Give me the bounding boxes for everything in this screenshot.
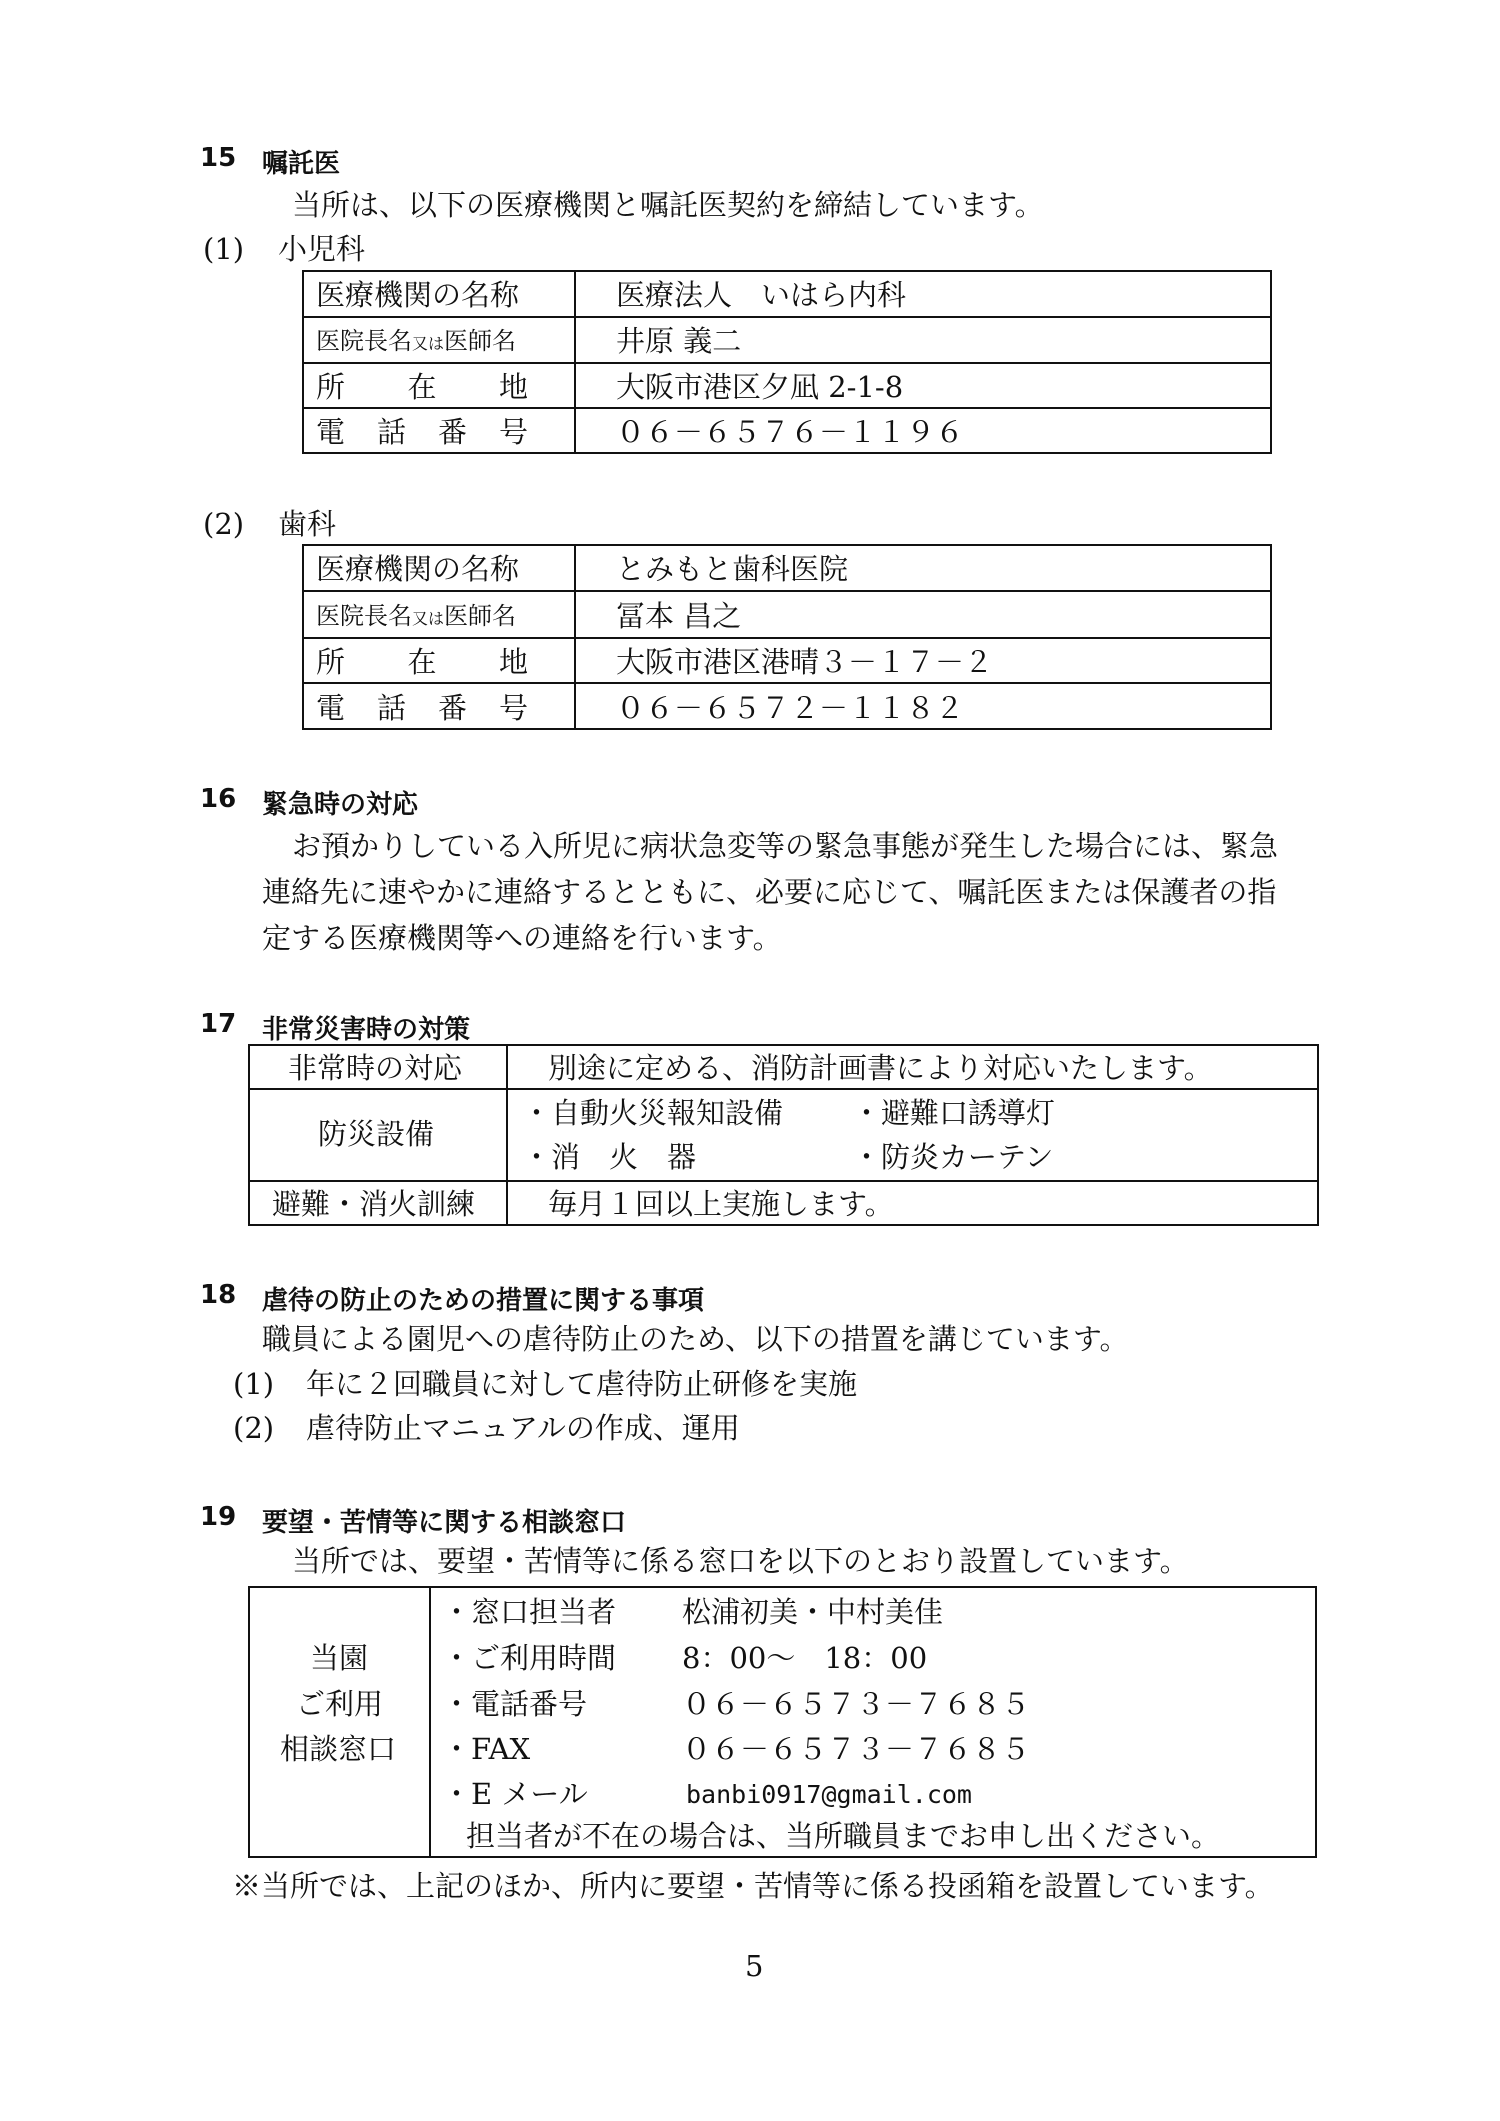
emergency-response-value: 別途に定める、消防計画書により対応いたします。 [548, 1051, 1213, 1085]
drill-value: 毎月１回以上実施します。 [548, 1187, 894, 1221]
section-17-title: 非常災害時の対策 [262, 1015, 471, 1045]
section-18-item-1-text: 年に２回職員に対して虐待防止研修を実施 [306, 1367, 858, 1401]
fax-value: ０６－６５７３－７６８５ [682, 1732, 1031, 1766]
section-15-number: 15 [200, 143, 237, 173]
fire-equipment-item-2: ・避難口誘導灯 [852, 1096, 1056, 1130]
page-number: 5 [745, 1949, 764, 1983]
phone-label: ・電話番号 [442, 1687, 588, 1721]
dental-table [302, 544, 1272, 730]
section-18-title: 虐待の防止のための措置に関する事項 [262, 1286, 705, 1316]
pediatrics-address-value: 大阪市港区夕凪 2-1-8 [616, 370, 904, 404]
dental-name-label: 医療機関の名称 [316, 552, 520, 586]
pediatrics-phone-value: ０６－６５７６－１１９６ [616, 415, 965, 449]
pediatrics-phone-label: 電 話 番 号 [316, 415, 528, 449]
section-18-item-2-marker: (2) [233, 1411, 275, 1445]
emergency-response-label: 非常時の対応 [288, 1051, 463, 1085]
email-label: ・E メール [442, 1777, 588, 1811]
absence-note: 担当者が不在の場合は、当所職員までお申し出ください。 [466, 1819, 1221, 1853]
dental-address-label: 所 在 地 [316, 645, 528, 679]
consultation-left-line-1: 当園 [310, 1641, 369, 1675]
disaster-table [248, 1044, 1319, 1226]
section-19-title: 要望・苦情等に関する相談窓口 [262, 1508, 627, 1538]
hours-label: ・ご利用時間 [442, 1641, 617, 1675]
pediatrics-director-label: 医院長名又は医師名 [316, 327, 517, 355]
fire-equipment-item-1: ・自動火災報知設備 [522, 1096, 784, 1130]
section-16-line-3: 定する医療機関等への連絡を行います。 [262, 921, 782, 955]
consultation-left-line-2: ご利用 [296, 1687, 384, 1721]
fire-equipment-item-3: ・消 火 器 [522, 1140, 697, 1174]
section-18-number: 18 [200, 1280, 237, 1310]
pediatrics-table [302, 270, 1272, 454]
dental-label: 歯科 [278, 507, 337, 541]
section-19-intro: 当所では、要望・苦情等に係る窓口を以下のとおり設置しています。 [292, 1544, 1189, 1578]
section-16-line-1: お預かりしている入所児に病状急変等の緊急事態が発生した場合には、緊急 [292, 829, 1279, 863]
pediatrics-name-value: 医療法人 いはら内科 [616, 278, 907, 312]
dental-director-label: 医院長名又は医師名 [316, 602, 517, 630]
dental-address-value: 大阪市港区港晴３－１７－２ [616, 645, 994, 679]
hours-value: 8：00～ 18：00 [682, 1641, 928, 1675]
dental-phone-value: ０６－６５７２－１１８２ [616, 691, 965, 725]
dental-marker: (2) [203, 507, 245, 541]
section-15-intro: 当所は、以下の医療機関と嘱託医契約を締結しています。 [292, 188, 1044, 222]
section-18-item-1-marker: (1) [233, 1367, 275, 1401]
consultation-table [248, 1586, 1317, 1858]
pediatrics-address-label: 所 在 地 [316, 370, 528, 404]
dental-phone-label: 電 話 番 号 [316, 691, 528, 725]
contact-person-label: ・窓口担当者 [442, 1595, 617, 1629]
pediatrics-marker: (1) [203, 232, 245, 266]
pediatrics-director-value: 井原 義二 [616, 324, 742, 358]
pediatrics-name-label: 医療機関の名称 [316, 278, 520, 312]
fire-equipment-label: 防災設備 [318, 1117, 435, 1151]
fax-label: ・FAX [442, 1732, 531, 1766]
email-value: banbi0917@gmail.com [686, 1780, 972, 1809]
section-16-title: 緊急時の対応 [262, 790, 419, 820]
suggestion-box-footnote: ※当所では、上記のほか、所内に要望・苦情等に係る投函箱を設置しています。 [232, 1869, 1274, 1903]
fire-equipment-item-4: ・防炎カーテン [852, 1140, 1054, 1174]
section-19-number: 19 [200, 1502, 237, 1532]
phone-value: ０６－６５７３－７６８５ [682, 1687, 1031, 1721]
section-15-title: 嘱託医 [262, 149, 341, 179]
section-17-number: 17 [200, 1009, 237, 1039]
dental-name-value: とみもと歯科医院 [616, 552, 849, 586]
drill-label: 避難・消火訓練 [272, 1187, 476, 1221]
pediatrics-label: 小児科 [278, 232, 366, 266]
section-16-number: 16 [200, 784, 237, 814]
section-18-intro: 職員による園児への虐待防止のため、以下の措置を講じています。 [262, 1322, 1129, 1356]
section-18-item-2-text: 虐待防止マニュアルの作成、運用 [306, 1411, 740, 1445]
section-16-line-2: 連絡先に速やかに連絡するとともに、必要に応じて、嘱託医または保護者の指 [262, 875, 1277, 909]
consultation-left-line-3: 相談窓口 [280, 1732, 397, 1766]
dental-director-value: 冨本 昌之 [616, 599, 742, 633]
contact-person-value: 松浦初美・中村美佳 [682, 1595, 944, 1629]
